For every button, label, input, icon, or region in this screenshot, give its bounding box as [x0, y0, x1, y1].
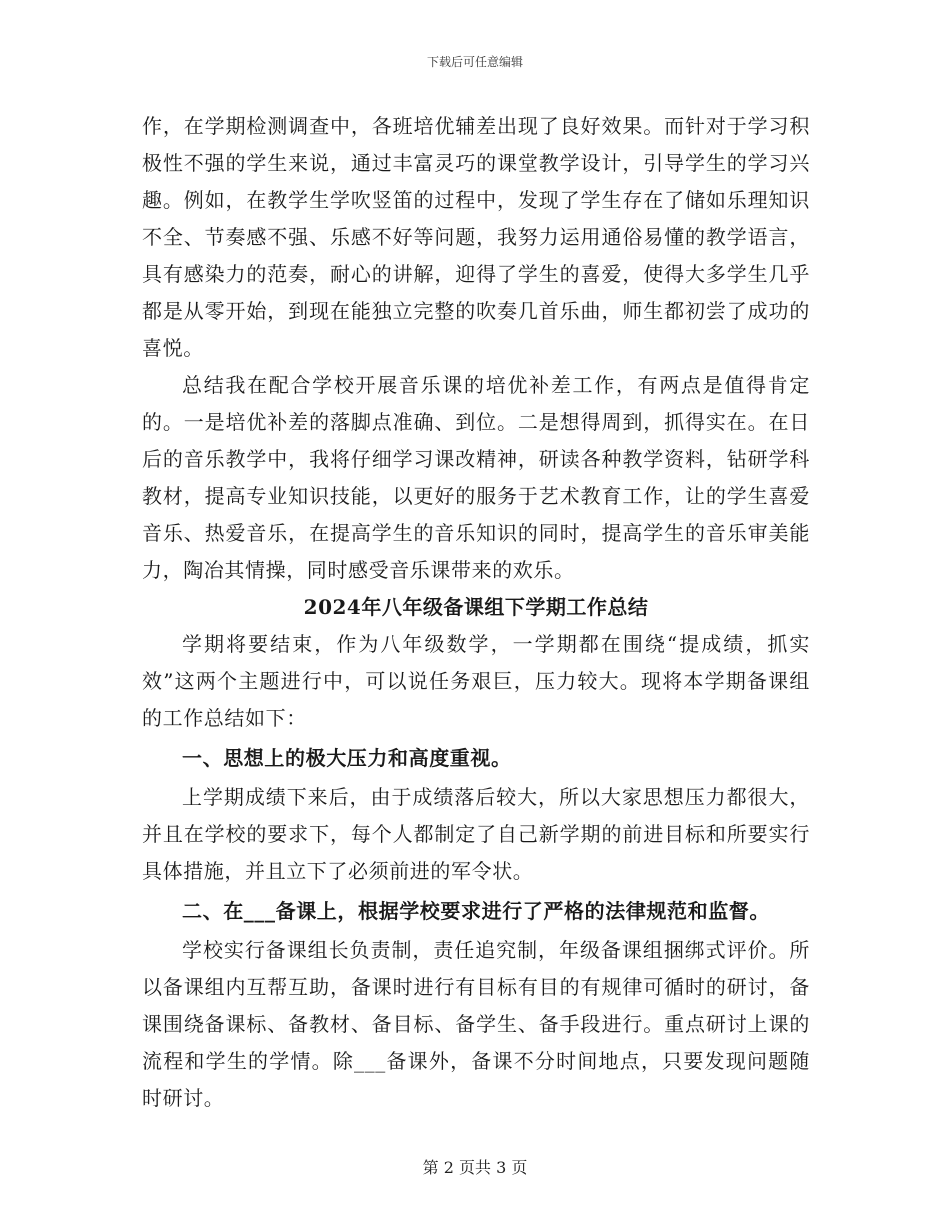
paragraph-5: 学校实行备课组长负责制，责任追究制，年级备课组捆绑式评价。所以备课组内互帮互助，备课时进行有目标有目的有规律可循时的研讨，备课围绕备课标、备教材、备目标、备学生、备手段进行。重点研讨上课的流程和学生的学情。除___备课外，备课不分时间地点，只要发现问题随时研讨。 — [142, 938, 810, 1110]
section-title: 2024年八年级备课组下学期工作总结 — [303, 595, 649, 619]
paragraph-3: 学期将要结束，作为八年级数学，一学期都在围绕“提成绩，抓实效”这两个主题进行中，可以说任务艰巨，压力较大。现将本学期备课组的工作总结如下： — [142, 632, 810, 730]
paragraph-4: 上学期成绩下来后，由于成绩落后较大，所以大家思想压力都很大，并且在学校的要求下，每个人都制定了自己新学期的前进目标和所要实行具体措施，并且立下了必须前进的军令状。 — [142, 785, 810, 883]
paragraph-2: 总结我在配合学校开展音乐课的培优补差工作，有两点是值得肯定的。一是培优补差的落脚点准确、到位。二是想得周到，抓得实在。在日后的音乐教学中，我将仔细学习课改精神，研读各种教学资料，钻研学科教材，提高专业知识技能，以更好的服务于艺术教育工作，让的学生喜爱音乐、热爱音乐，在提高学生的音乐知识的同时，提高学生的音乐审美能力，陶冶其情操，同时感受音乐课带来的欢乐。 — [142, 373, 810, 582]
page-header: 下载后可任意编辑 — [426, 55, 523, 69]
heading-2: 二、在___备课上，根据学校要求进行了严格的法律规范和监督。 — [182, 899, 770, 923]
document-body — [142, 108, 810, 1117]
heading-1: 一、思想上的极大压力和高度重视。 — [182, 746, 512, 770]
page-footer: 第 2 页共 3 页 — [422, 1158, 528, 1177]
paragraph-1: 作，在学期检测调查中，各班培优辅差出现了良好效果。而针对于学习积极性不强的学生来说，通过丰富灵巧的课堂教学设计，引导学生的学习兴趣。例如，在教学生学吹竖笛的过程中，发现了学生存在了储如乐理知识不全、节奏感不强、乐感不好等问题，我努力运用通俗易懂的教学语言，具有感染力的范奏，耐心的讲解，迎得了学生的喜爱，使得大多学生几乎都是从零开始，到现在能独立完整的吹奏几首乐曲，师生都初尝了成功的喜悦。 — [142, 114, 810, 360]
